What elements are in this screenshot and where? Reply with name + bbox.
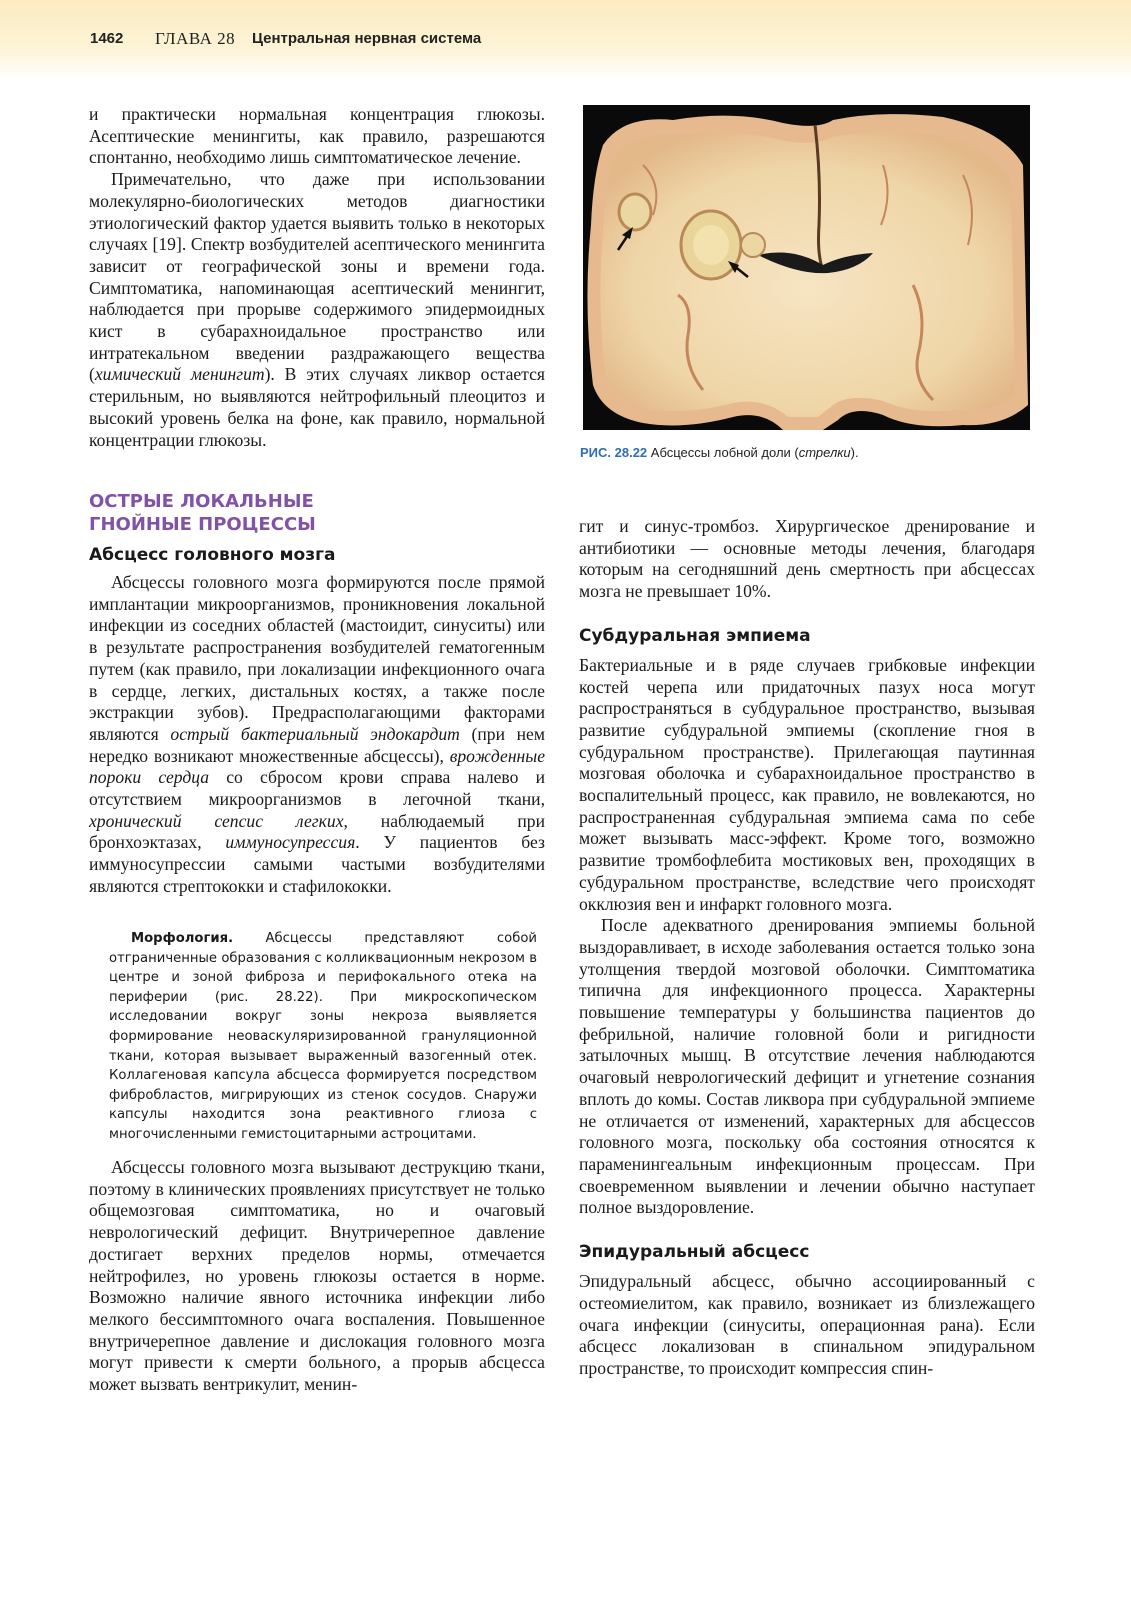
morphology-text: Морфология. Абсцессы представляют собой отграниченные образования с колликвационным некрозом в центре и зоной фиброза и перифокального отека на периферии (рис. 28.22). При микроскопическом исследовании вокруг зоны некроза выявляется формирование неоваскуляризированной грануляционной ткани, которая вызывает выраженный вазогенный отек. Коллагеновая капсула абсцесса формируется посредством фибробластов, мигрирующих из стенок сосудов. Снаружи капсулы находится зона реактивного глиоза с многочисленными гемистоцитарными астроцитами. — [109, 931, 537, 1142]
brain-photo-illustration — [583, 105, 1030, 430]
page-number: 1462 — [90, 30, 124, 47]
paragraph: и практически нормальная концентрация глюкозы. Асептические менингиты, как правило, разрешаются спонтанно, необходимо лишь симптоматическое лечение. — [89, 104, 545, 168]
right-column — [579, 516, 1035, 1380]
paragraph: гит и синус-тромбоз. Хирургическое дренирование и антибиотики — основные методы лечения, благодаря которым на сегодняшний день смертность при абсцессах мозга не превышает 10%. — [579, 516, 1035, 602]
subsection-heading-abscess: Абсцесс головного мозга — [89, 545, 336, 565]
paragraph: Абсцессы головного мозга вызывают деструкцию ткани, поэтому в клинических проявлениях присутствует не только общемозговая симптоматика, но и очаговый неврологический дефицит. Внутричерепное давление достигает верхних пределов нормы, отмечается нейтрофилез, но уровень глюкозы остается в норме. Возможно наличие явного источника инфекции либо мелкого бессимптомного очага воспаления. Повышенное внутричерепное давление и дислокация головного мозга могут привести к смерти больного, а прорыв абсцесса может вызвать вентрикулит, менин- — [89, 1157, 545, 1395]
morphology-block — [89, 929, 545, 1145]
running-header — [0, 0, 1131, 80]
paragraph: Эпидуральный абсцесс, обычно ассоциированный с остеомиелитом, как правило, возникает из близлежащего очага инфекции (синуситы, операционная рана). Если абсцесс локализован в спинальном эпидуральном пространстве, то происходит компрессия спин- — [579, 1271, 1035, 1378]
paragraph: Примечательно, что даже при использовании молекулярно-биологических методов диагностики этиологический фактор удается выявить только в некоторых случаях [19]. Спектр возбудителей асептического менингита зависит от географической зоны и времени года. Симптоматика, напоминающая асептический менингит, наблюдается при прорыве содержимого эпидермоидных кист в субарахноидальное пространство или интратекальном введении раздражающего вещества (химический менингит). В этих случаях ликвор остается стерильным, но выявляются нейтрофильный плеоцитоз и высокий уровень белка на фоне, как правило, нормальной концентрации глюкозы. — [89, 169, 545, 450]
chapter-label: ГЛАВА 28 — [155, 29, 236, 48]
subsection-heading-epidural: Эпидуральный абсцесс — [579, 1242, 810, 1263]
left-column-top — [89, 104, 545, 451]
brain-section-photo — [583, 105, 1030, 430]
left-column-bottom — [89, 1157, 545, 1396]
paragraph: После адекватного дренирования эмпиемы больной выздоравливает, в исходе заболевания остается только зона утолщения твердой мозговой оболочки. Симптоматика типична для инфекционного процесса. Характерны повышение температуры у большинства пациентов до фебрильной, наличие головной боли и ригидности затылочных мышц. В отсутствие лечения наблюдаются очаговый неврологический дефицит и угнетение сознания вплоть до комы. Состав ликвора при субдуральной эмпиеме не отличается от изменений, характерных для абсцессов головного мозга, поскольку оба состояния относятся к параменингеальным инфекционным процессам. При своевременном выявлении и лечении обычно наступает полное выздоровление. — [579, 915, 1035, 1218]
subsection-heading-subdural: Субдуральная эмпиема — [579, 625, 811, 646]
left-column-section — [89, 490, 545, 898]
chapter-title: Центральная нервная система — [252, 30, 482, 47]
paragraph: Бактериальные и в ряде случаев грибковые инфекции костей черепа или придаточных пазух носа могут распространяться в субдуральное пространство, вызывая развитие субдуральной эмпиемы (скопление гноя в субдуральном пространстве). Прилегающая паутинная мозговая оболочка и субарахноидальное пространство в воспалительный процесс, как правило, не вовлекаются, но распространенная субдуральная эмпиема сама по себе может вызывать масс-эффект. Кроме того, возможно развитие тромбофлебита мостиковых вен, проходящих в субдуральном пространстве, вследствие чего происходят окклюзия вен и инфаркт головного мозга. — [579, 654, 1035, 914]
paragraph: Абсцессы головного мозга формируются после прямой имплантации микроорганизмов, проникновения локальной инфекции из соседних областей (мастоидит, синуситы) или в результате распространения возбудителей гематогенным путем (как правило, при локализации инфекционного очага в сердце, легких, дистальных костях, а также после экстракции зубов). Предрасполагающими факторами являются острый бактериальный эндокардит (при нем нередко возникают множественные абсцессы), врожденные пороки сердца со сбросом крови справа налево и отсутствием микроорганизмов в легочной ткани, хронический сепсис легких, наблюдаемый при бронхоэктазах, иммуносупрессия. У пациентов без иммуносупрессии самыми частыми возбудителями являются стрептококки и стафилококки. — [89, 572, 546, 896]
section-heading: ОСТРЫЕ ЛОКАЛЬНЫЕ ГНОЙНЫЕ ПРОЦЕССЫ — [89, 491, 316, 535]
figure-caption: РИС. 28.22 Абсцессы лобной доли (стрелки). — [580, 445, 859, 460]
